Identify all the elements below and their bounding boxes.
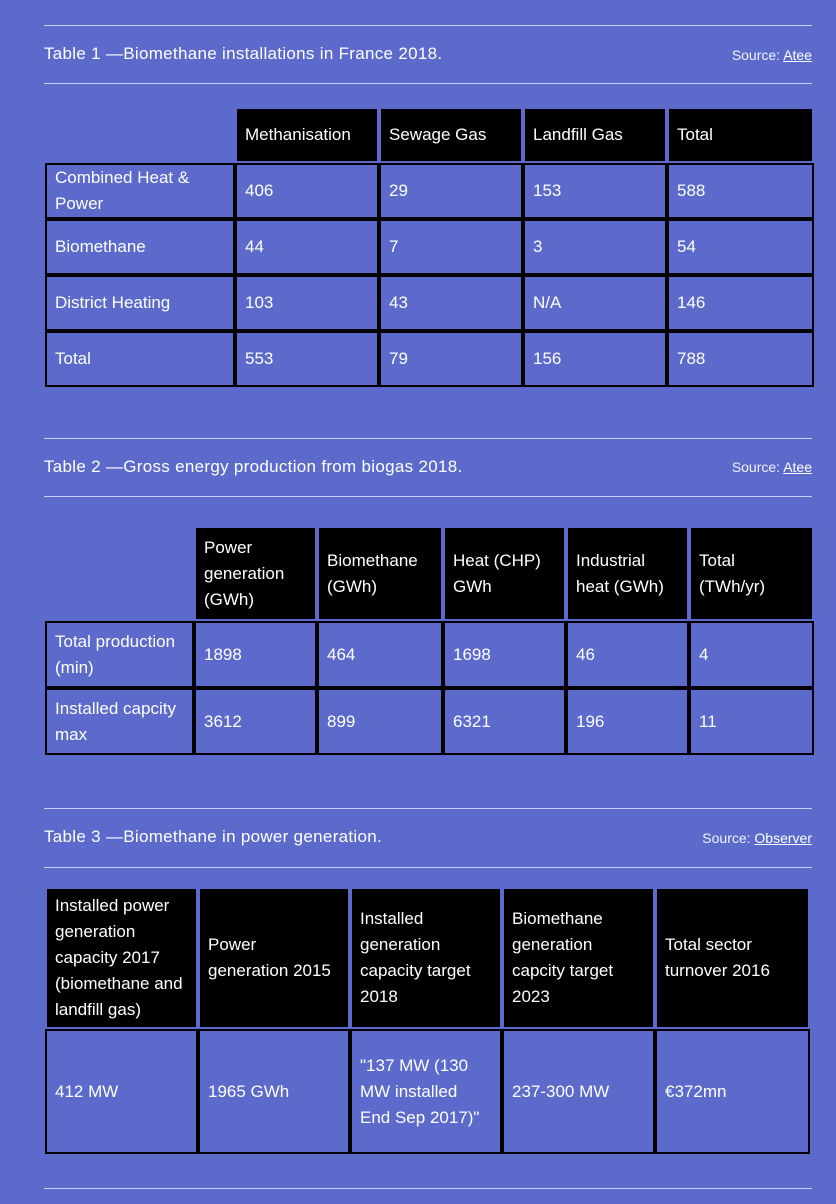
table1-title: Table 1 —Biomethane installations in France 2018. [44,44,443,63]
table2-source-link[interactable]: Atee [783,459,812,475]
rule-bottom-page [44,1188,812,1189]
table2-cell: 899 [317,688,443,755]
table2-title: Table 2 —Gross energy production from biogas 2018. [44,457,463,476]
table3-header: Total sector turnover 2016 [655,887,810,1029]
table1-cell: 54 [667,219,814,275]
table3-header: Power generation 2015 [198,887,350,1029]
table3-source [702,830,812,846]
table1-source [732,47,812,63]
table1-row-label: Combined Heat & Power [45,163,235,219]
table-row [45,1029,810,1154]
table1-cell: 788 [667,331,814,387]
table1-cell: 588 [667,163,814,219]
rule-bottom-3 [44,867,812,868]
table3-cell: 412 MW [45,1029,198,1154]
table2-cell: 196 [566,688,689,755]
table2-source [732,459,812,475]
table1-cell: 553 [235,331,379,387]
table3 [45,887,810,1154]
table1-row-label: Total [45,331,235,387]
table1-row-label: Biomethane [45,219,235,275]
table3-cell: "137 MW (130 MW installed End Sep 2017)" [350,1029,502,1154]
rule-top-2 [44,438,812,439]
table3-header: Biomethane generation capcity target 2023 [502,887,655,1029]
table2-header: Total (TWh/yr) [689,526,814,621]
rule-bottom-1 [44,83,812,84]
table3-source-label: Source: [702,830,751,846]
rule-top-3 [44,808,812,809]
table1-cell: 146 [667,275,814,331]
table2 [45,526,814,755]
table-row [45,219,814,275]
table1-corner [45,107,235,163]
table1-cell: 44 [235,219,379,275]
table1-cell: 79 [379,331,523,387]
table1-cell: 153 [523,163,667,219]
table2-row-label: Total production (min) [45,621,194,688]
table1-cell: 103 [235,275,379,331]
table1-header: Methanisation [235,107,379,163]
table2-source-label: Source: [731,459,781,475]
table3-title: Table 3 —Biomethane in power generation. [44,827,383,846]
table2-cell: 1898 [194,621,317,688]
table2-header: Industrial heat (GWh) [566,526,689,621]
table1-cell: 3 [523,219,667,275]
table1-cell: 7 [379,219,523,275]
table3-header: Installed generation capacity target 2018 [350,887,502,1029]
table2-cell: 1698 [443,621,566,688]
table-row [45,621,814,688]
table-row [45,163,814,219]
table3-source-link[interactable]: Observer [754,830,812,846]
table2-header: Biomethane (GWh) [317,526,443,621]
table3-cell: 1965 GWh [198,1029,350,1154]
table2-cell: 3612 [194,688,317,755]
rule-bottom-2 [44,496,812,497]
table1-source-label: Source: [731,47,781,63]
table1-header: Landfill Gas [523,107,667,163]
table2-row-label: Installed capcity max [45,688,194,755]
table1-cell: N/A [523,275,667,331]
table-row [45,275,814,331]
table1-cell: 29 [379,163,523,219]
table2-header: Heat (CHP) GWh [443,526,566,621]
table1-cell: 43 [379,275,523,331]
table1-header: Total [667,107,814,163]
table2-cell: 46 [566,621,689,688]
table2-cell: 6321 [443,688,566,755]
table1-header: Sewage Gas [379,107,523,163]
table2-cell: 464 [317,621,443,688]
table1-cell: 156 [523,331,667,387]
table-row [45,688,814,755]
table2-header: Power generation (GWh) [194,526,317,621]
table3-header: Installed power generation capacity 2017 (biomethane and landfill gas) [45,887,198,1029]
table2-cell: 11 [689,688,814,755]
table3-cell: €372mn [655,1029,810,1154]
table1-source-link[interactable]: Atee [783,47,812,63]
table2-corner [45,526,194,621]
table3-cell: 237-300 MW [502,1029,655,1154]
table-row [45,331,814,387]
table1-cell: 406 [235,163,379,219]
table1-row-label: District Heating [45,275,235,331]
table2-cell: 4 [689,621,814,688]
rule-top-1 [44,25,812,26]
table1 [45,107,814,387]
